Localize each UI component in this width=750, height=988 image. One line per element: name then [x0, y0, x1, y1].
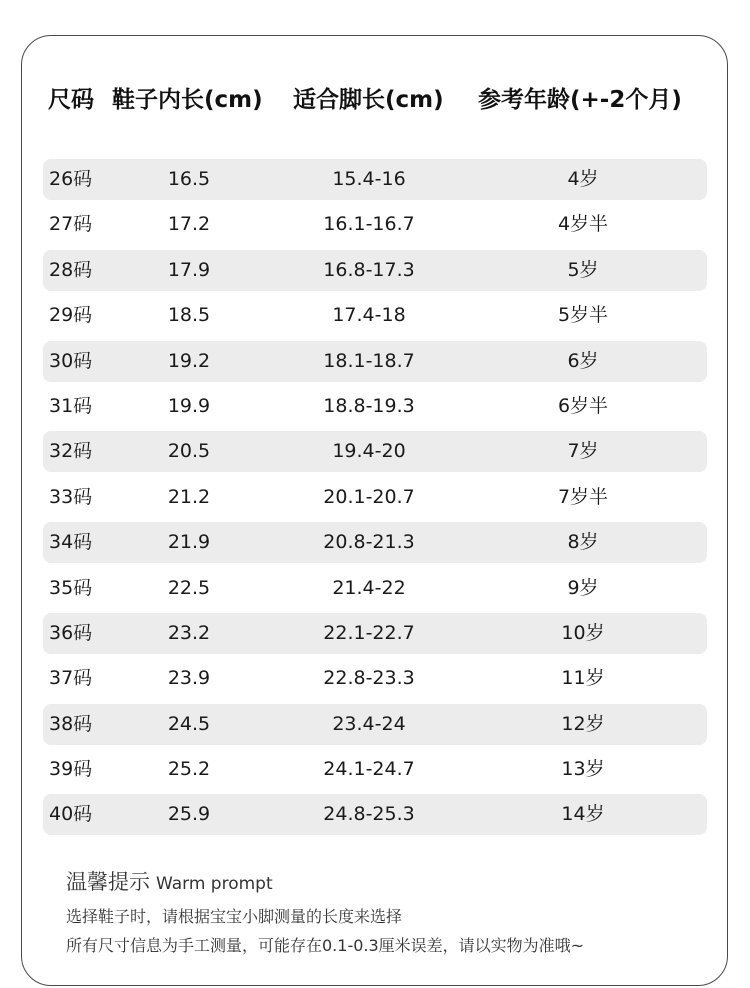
- cell-foot-length: 24.1-24.7: [323, 758, 415, 781]
- cell-foot-length: 22.8-23.3: [323, 667, 415, 690]
- size-table: [43, 159, 707, 840]
- tip-line-2: 所有尺寸信息为手工测量，可能存在0.1-0.3厘米误差，请以实物为准哦~: [66, 936, 585, 955]
- cell-inner-length: 18.5: [167, 304, 211, 327]
- tips-title-cn: 温馨提示: [66, 870, 150, 894]
- cell-size: 31码: [49, 394, 93, 417]
- cell-age: 6岁半: [557, 394, 609, 417]
- cell-age: 12岁: [561, 712, 605, 735]
- cell-foot-length: 20.8-21.3: [323, 531, 415, 554]
- cell-foot-length: 23.4-24: [332, 712, 406, 735]
- cell-size: 32码: [49, 440, 93, 463]
- cell-inner-length: 19.2: [167, 349, 211, 372]
- cell-age: 13岁: [561, 758, 605, 781]
- cell-age: 7岁: [567, 440, 599, 463]
- cell-size: 33码: [49, 485, 93, 508]
- cell-foot-length: 18.8-19.3: [323, 394, 415, 417]
- header-age: 参考年龄(+-2个月): [478, 87, 682, 113]
- table-row: [43, 658, 707, 699]
- cell-age: 7岁半: [557, 485, 609, 508]
- tip-line-1: 选择鞋子时，请根据宝宝小脚测量的长度来选择: [66, 907, 403, 926]
- cell-inner-length: 23.9: [167, 667, 211, 690]
- table-row: [43, 295, 707, 336]
- cell-foot-length: 17.4-18: [332, 304, 406, 327]
- table-row: [43, 568, 707, 609]
- cell-size: 29码: [49, 304, 93, 327]
- table-row: [43, 749, 707, 790]
- cell-foot-length: 16.8-17.3: [323, 258, 415, 281]
- header-inner-length: 鞋子内长(cm): [112, 87, 263, 113]
- cell-inner-length: 25.9: [167, 803, 211, 826]
- header-foot-length: 适合脚长(cm): [293, 87, 444, 113]
- cell-size: 37码: [49, 667, 93, 690]
- cell-age: 4岁: [567, 168, 599, 190]
- cell-age: 5岁: [567, 258, 599, 281]
- cell-size: 27码: [49, 213, 93, 236]
- cell-size: 39码: [49, 758, 93, 781]
- table-row: [43, 477, 707, 518]
- cell-inner-length: 21.9: [167, 531, 211, 554]
- cell-inner-length: 20.5: [167, 440, 211, 463]
- cell-inner-length: 16.5: [167, 168, 211, 190]
- table-row: [43, 522, 707, 563]
- tips-title: [66, 866, 273, 900]
- cell-size: 28码: [49, 258, 93, 281]
- cell-age: 4岁半: [557, 213, 609, 236]
- cell-age: 6岁: [567, 349, 599, 372]
- table-header: [0, 83, 750, 117]
- table-row: [43, 341, 707, 382]
- cell-size: 35码: [49, 576, 93, 599]
- cell-inner-length: 17.9: [167, 258, 211, 281]
- table-row: [43, 613, 707, 654]
- cell-size: 36码: [49, 621, 93, 644]
- cell-foot-length: 18.1-18.7: [323, 349, 415, 372]
- header-size: 尺码: [48, 87, 94, 113]
- table-row: [43, 794, 707, 835]
- cell-age: 5岁半: [557, 304, 609, 327]
- cell-foot-length: 24.8-25.3: [323, 803, 415, 826]
- cell-foot-length: 15.4-16: [332, 168, 406, 190]
- cell-size: 26码: [49, 168, 93, 190]
- cell-foot-length: 21.4-22: [332, 576, 406, 599]
- table-row: [43, 204, 707, 245]
- cell-age: 8岁: [567, 531, 599, 554]
- cell-size: 38码: [49, 712, 93, 735]
- table-row: [43, 250, 707, 291]
- cell-foot-length: 22.1-22.7: [323, 621, 415, 644]
- cell-foot-length: 19.4-20: [332, 440, 406, 463]
- table-row: [43, 159, 707, 200]
- cell-age: 10岁: [561, 621, 605, 644]
- cell-age: 14岁: [561, 803, 605, 826]
- cell-size: 30码: [49, 349, 93, 372]
- cell-age: 11岁: [561, 667, 605, 690]
- cell-size: 40码: [49, 803, 93, 826]
- cell-size: 34码: [49, 531, 93, 554]
- tips-title-en: Warm prompt: [156, 874, 273, 894]
- table-row: [43, 704, 707, 745]
- table-row: [43, 431, 707, 472]
- table-row: [43, 386, 707, 427]
- cell-foot-length: 20.1-20.7: [323, 485, 415, 508]
- cell-inner-length: 21.2: [167, 485, 211, 508]
- cell-inner-length: 25.2: [167, 758, 211, 781]
- cell-inner-length: 17.2: [167, 213, 211, 236]
- cell-inner-length: 23.2: [167, 621, 211, 644]
- cell-inner-length: 24.5: [167, 712, 211, 735]
- cell-inner-length: 22.5: [167, 576, 211, 599]
- cell-age: 9岁: [567, 576, 599, 599]
- cell-foot-length: 16.1-16.7: [323, 213, 415, 236]
- cell-inner-length: 19.9: [167, 394, 211, 417]
